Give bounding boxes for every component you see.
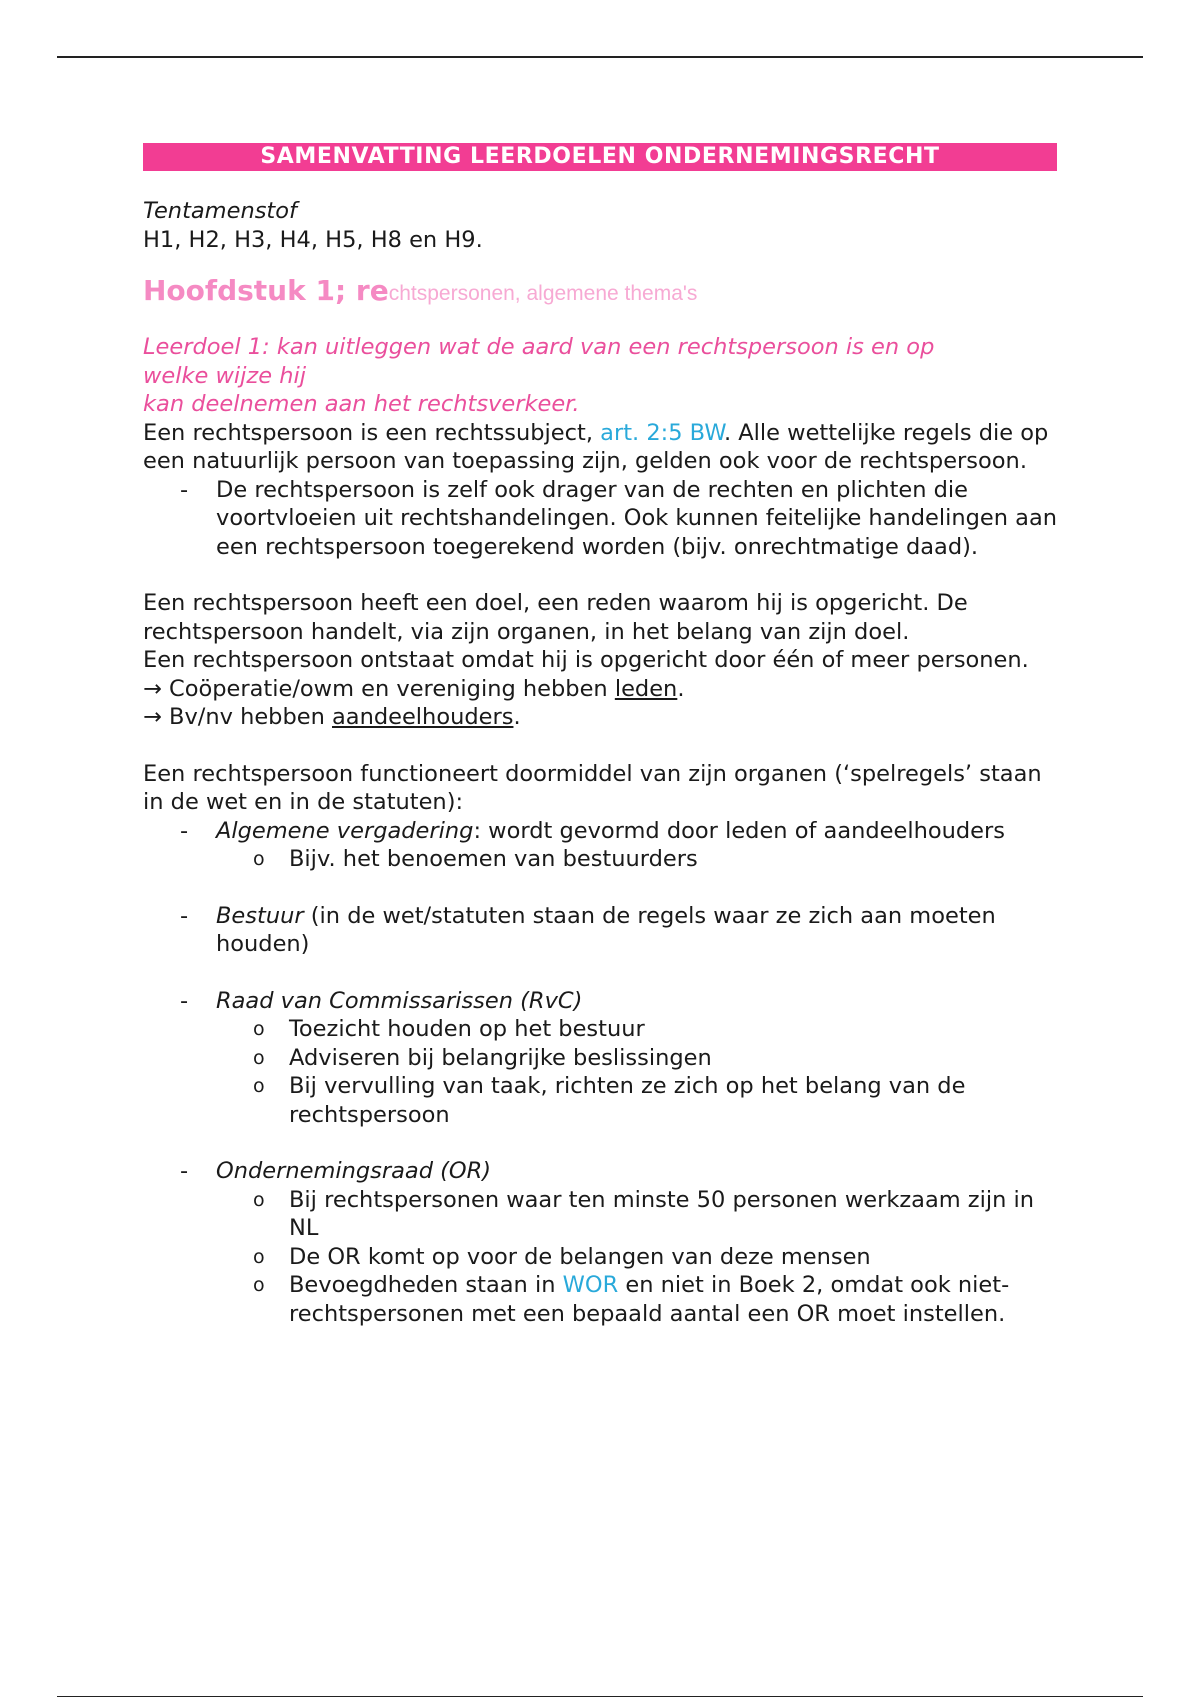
text-run: Bevoegdheden staan in [289, 1272, 563, 1298]
organ-bestuur [143, 902, 1057, 959]
organ-algemene-vergadering [143, 817, 1057, 874]
sub-list [216, 845, 1057, 874]
paragraph-rechtssubject [143, 419, 1057, 476]
wor-link[interactable]: WOR [562, 1272, 619, 1298]
document-body [143, 143, 1057, 1328]
organ-desc: (in de wet/statuten staan de regels waar ze zich aan moeten houden) [216, 902, 996, 957]
organ-desc: : wordt gevormd door leden of aandeelhouders [473, 817, 1005, 844]
sub-item: o Bijv. het benoemen van bestuurders [216, 845, 1057, 874]
text-run: . Alle wettelijke regels die op een natuurlijk persoon van toepassing zijn, gelden ook voor de rechtspersoon. [143, 419, 1049, 474]
document-title: SAMENVATTING LEERDOELEN ONDERNEMINGSRECHT [143, 143, 1057, 171]
learning-goal-line3: kan deelnemen aan het rechtsverkeer. [143, 391, 580, 417]
organ-rvc [143, 987, 1057, 1130]
sub-item: o Bij rechtspersonen waar ten minste 50 personen werkzaam zijn in NL [216, 1186, 1057, 1243]
arrow-line-leden [143, 675, 1057, 704]
underlined-term: leden [614, 675, 678, 702]
exam-label: Tentamenstof [143, 198, 297, 224]
text-run: . [513, 704, 521, 730]
learning-goal-line1: Leerdoel 1: kan uitleggen wat de aard van een rechtspersoon is en op [143, 334, 935, 360]
learning-goal-line2: welke wijze hij [143, 362, 306, 389]
organs-list [143, 817, 1057, 1329]
text-run: → Coöperatie/owm en vereniging hebben [143, 675, 615, 702]
organ-or [143, 1157, 1057, 1328]
footer-rule [57, 1696, 1143, 1697]
text-run: Een rechtspersoon is een rechtssubject, [143, 419, 601, 446]
list-item: - De rechtspersoon is zelf ook drager van de rechten en plichten die voortvloeien uit rechtshandelingen. Ook kunnen feitelijke handelingen aan een rechtspersoon toegerekend worden (bijv. onrechtmatige daad). [143, 476, 1057, 562]
organ-name: Algemene vergadering [216, 817, 474, 844]
chapter-heading [143, 274, 1057, 311]
text-run: en niet in Boek 2, omdat ook niet-rechtspersonen met een bepaald aantal een OR moet instellen. [289, 1272, 1010, 1327]
sub-item: o Bij vervulling van taak, richten ze zich op het belang van de rechtspersoon [216, 1072, 1057, 1129]
underlined-term: aandeelhouders [332, 704, 514, 730]
arrow-line-aandeelhouders [143, 703, 1057, 732]
chapter-heading-thin: chtspersonen, algemene thema's [388, 282, 698, 305]
text-run: . [677, 675, 685, 702]
sub-item [216, 1271, 1057, 1328]
sub-list [216, 1015, 1057, 1129]
exam-chapters: H1, H2, H3, H4, H5, H8 en H9. [143, 226, 483, 253]
organ-name: Raad van Commissarissen (RvC) [216, 987, 583, 1014]
sub-list [216, 1186, 1057, 1329]
sub-item: o De OR komt op voor de belangen van deze mensen [216, 1243, 1057, 1272]
paragraph-organen: Een rechtspersoon functioneert doormiddel van zijn organen (‘spelregels’ staan in de wet en in de statuten): [143, 760, 1042, 815]
header-rule [57, 56, 1143, 58]
law-article-link[interactable]: art. 2:5 BW [600, 419, 724, 446]
paragraph-oprichting: Een rechtspersoon ontstaat omdat hij is opgericht door één of meer personen. [143, 647, 1029, 673]
text-run: → Bv/nv hebben [143, 704, 332, 730]
dash-list [143, 476, 1057, 562]
paragraph-doel: Een rechtspersoon heeft een doel, een reden waarom hij is opgericht. De rechtspersoon handelt, via zijn organen, in het belang van zijn doel. [143, 590, 968, 645]
organ-name: Ondernemingsraad (OR) [216, 1158, 492, 1184]
sub-item: o Adviseren bij belangrijke beslissingen [216, 1044, 1057, 1073]
organ-name: Bestuur [216, 902, 304, 929]
sub-item: o Toezicht houden op het bestuur [216, 1015, 1057, 1044]
chapter-heading-bold: Hoofdstuk 1; re [143, 274, 389, 307]
